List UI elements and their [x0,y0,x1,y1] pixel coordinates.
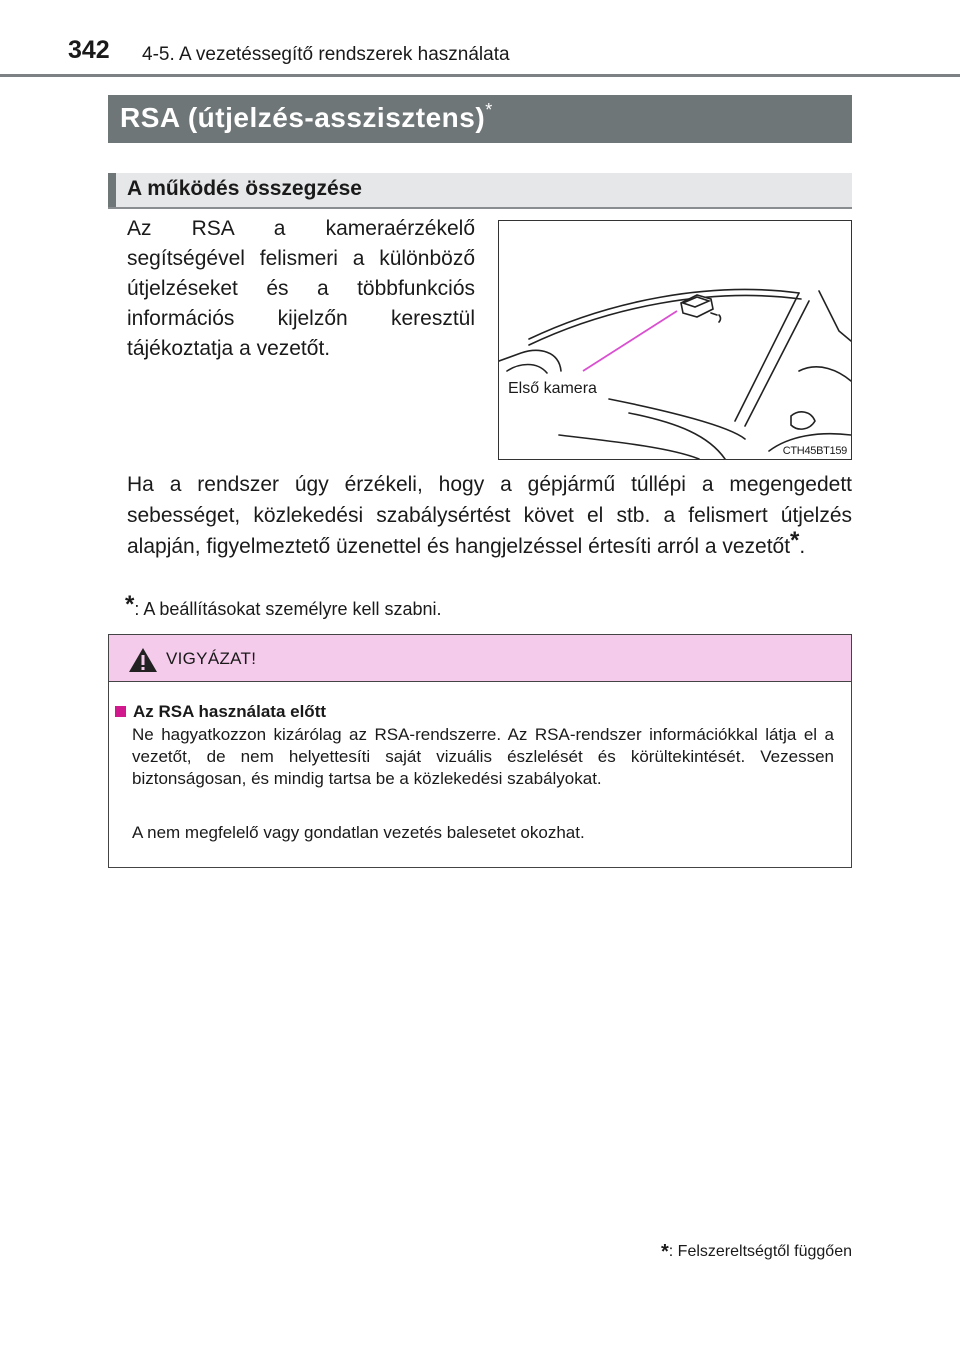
chapter-title: 4-5. A vezetéssegítő rendszerek használata [142,44,510,65]
caution-text-consequence: A nem megfelelő vagy gondatlan vezetés balesetet okozhat. [132,823,585,842]
camera-label: Első kamera [508,380,597,397]
camera-illustration [498,220,852,460]
setting-footnote [125,591,442,622]
page-number: 342 [68,36,110,64]
figure-code: CTH45BT159 [782,445,847,457]
optional-equipment-note [661,1239,852,1262]
section-title-mark: * [485,100,493,120]
body-asterisk: * [790,527,800,554]
body-end: . [799,535,806,558]
optional-asterisk: * [660,1241,669,1263]
caution-item-title [115,702,326,722]
caution-item-title-text: Az RSA használata előtt [133,702,327,721]
section-banner [108,95,852,143]
caution-label: VIGYÁZAT! [166,649,257,668]
windshield-drawing [499,221,851,459]
setting-text: : A beállításokat személyre kell szabni. [134,599,442,619]
body-paragraph [127,469,852,562]
subsection-title: A működés összegzése [127,177,362,200]
warning-triangle-icon [128,647,158,673]
section-title-text: RSA (útjelzés-asszisztens) [120,102,486,133]
subsection-marker [108,173,116,207]
caution-header [109,635,851,682]
header-divider [0,74,960,77]
caution-text: Ne hagyatkozzon kizárólag az RSA-rendszerre. Az RSA-rendszer információkkal látja el a vezetőt, de nem helyettesíti saját vizuális észlelését és körültekintését. Vezessen biztonságosan, és mindig tartsa be a közlekedési szabályokat. [132,725,834,788]
camera-pointer-line [583,311,677,371]
body-text: Ha a rendszer úgy érzékeli, hogy a gépjármű túllépi a megengedett sebességet, közlekedési szabálysértést követ el stb. a felismert útjelzés alapján, figyelmeztető üzenettel és hangjelzéssel értesíti arról a vezetőt [127,473,852,558]
subsection-heading [108,173,852,209]
square-bullet-icon [115,706,126,717]
caution-box [108,634,852,868]
setting-asterisk: * [125,591,135,618]
optional-text: : Felszereltségtől függően [668,1243,852,1260]
section-title [120,102,493,134]
intro-paragraph: Az RSA a kameraérzékelő segítségével felismeri a különböző útjelzéseket és a többfunkciós információs kijelzőn keresztül tájékoztatja a vezetőt. [127,217,475,360]
